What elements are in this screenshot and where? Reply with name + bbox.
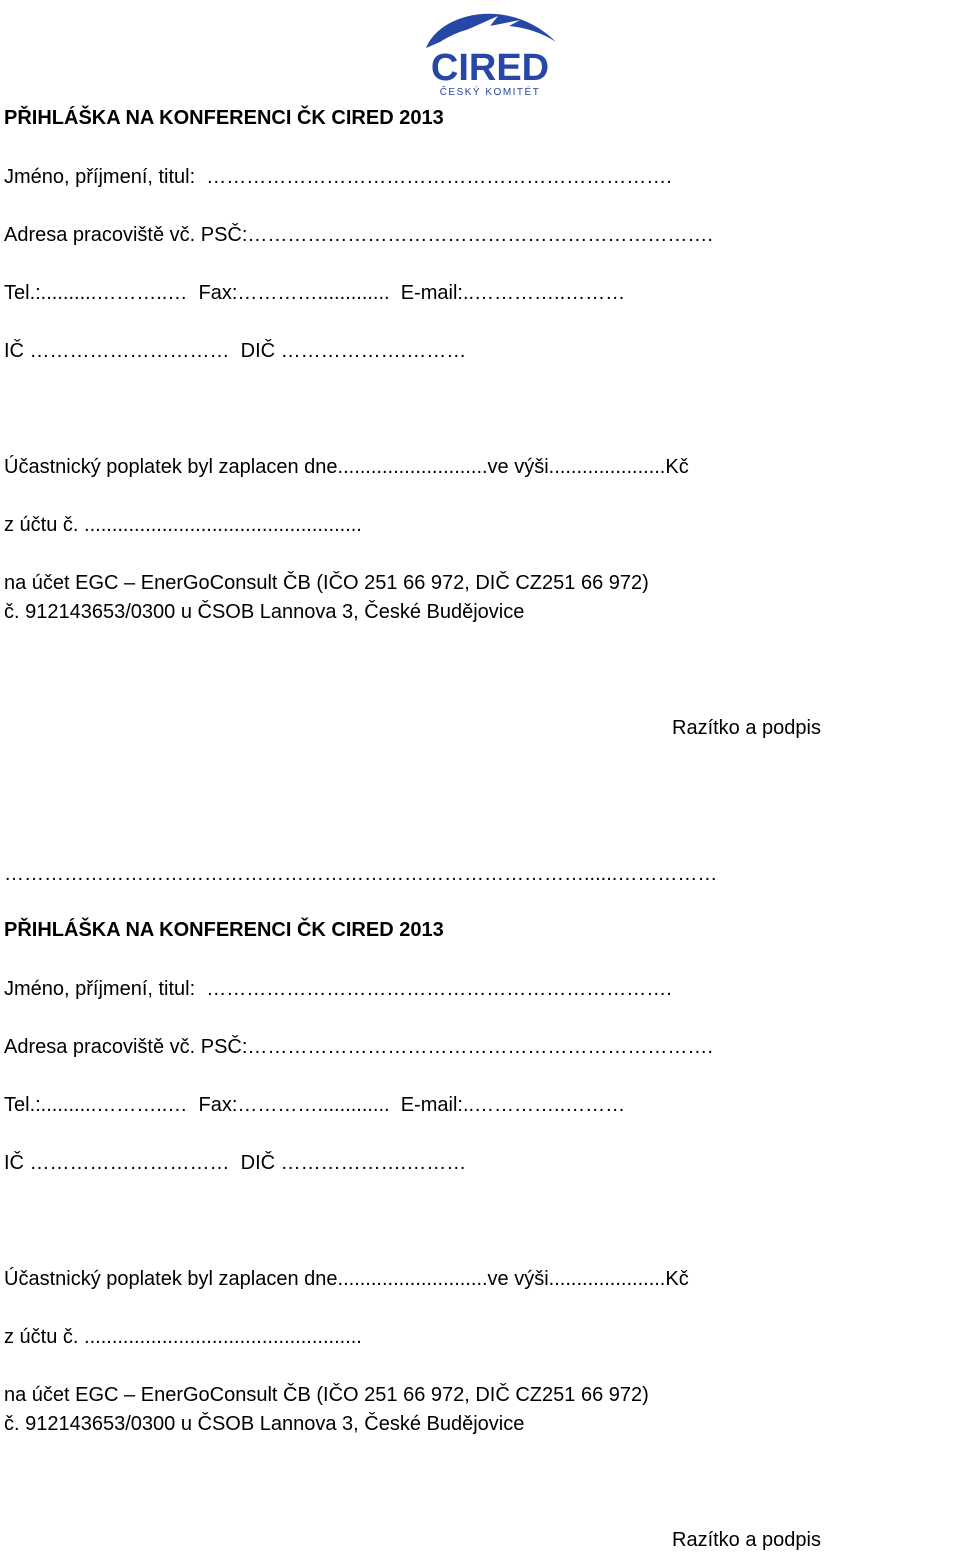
name-field: Jméno, příjmení, titul: ……………………………………………………………. bbox=[4, 978, 672, 1000]
payee-text: na účet EGC – EnerGoConsult ČB (IČO 251 66 972, DIČ CZ251 66 972) bbox=[4, 572, 649, 594]
address-field: Adresa pracoviště vč. PSČ:……………………………………………………………. bbox=[4, 224, 713, 246]
logo-subtitle: ČESKÝ KOMITÉT bbox=[439, 87, 541, 98]
name-field: Jméno, příjmení, titul: ……………………………………………………………. bbox=[4, 166, 672, 188]
stamp-label: Razítko a podpis bbox=[672, 1529, 821, 1551]
account-field: z účtu č. .................................................. bbox=[4, 1326, 362, 1348]
cut-separator: ……………………………………………………………………………......…………… bbox=[4, 863, 718, 885]
contact-field: Tel.:..........………..… Fax:…………............. E-mail:..…………..……… bbox=[4, 282, 626, 304]
logo-text: CIRED bbox=[430, 47, 550, 89]
ico-dic-field: IČ ………………………… DIČ ……………….……… bbox=[4, 1152, 467, 1174]
ico-dic-field: IČ ………………………… DIČ ……………….……… bbox=[4, 340, 467, 362]
cired-logo bbox=[420, 2, 560, 98]
bank-text: č. 912143653/0300 u ČSOB Lannova 3, České Budějovice bbox=[4, 601, 525, 623]
fee-field: Účastnický poplatek byl zaplacen dne...........................ve výši.....................Kč bbox=[4, 1268, 689, 1290]
fee-field: Účastnický poplatek byl zaplacen dne...........................ve výši.....................Kč bbox=[4, 456, 689, 478]
address-field: Adresa pracoviště vč. PSČ:……………………………………………………………. bbox=[4, 1036, 713, 1058]
contact-field: Tel.:..........………..… Fax:…………............. E-mail:..…………..……… bbox=[4, 1094, 626, 1116]
payee-text: na účet EGC – EnerGoConsult ČB (IČO 251 66 972, DIČ CZ251 66 972) bbox=[4, 1384, 649, 1406]
form-title: PŘIHLÁŠKA NA KONFERENCI ČK CIRED 2013 bbox=[4, 919, 444, 941]
bank-text: č. 912143653/0300 u ČSOB Lannova 3, České Budějovice bbox=[4, 1413, 525, 1435]
form-title: PŘIHLÁŠKA NA KONFERENCI ČK CIRED 2013 bbox=[4, 107, 444, 129]
account-field: z účtu č. .................................................. bbox=[4, 514, 362, 536]
stamp-label: Razítko a podpis bbox=[672, 717, 821, 739]
